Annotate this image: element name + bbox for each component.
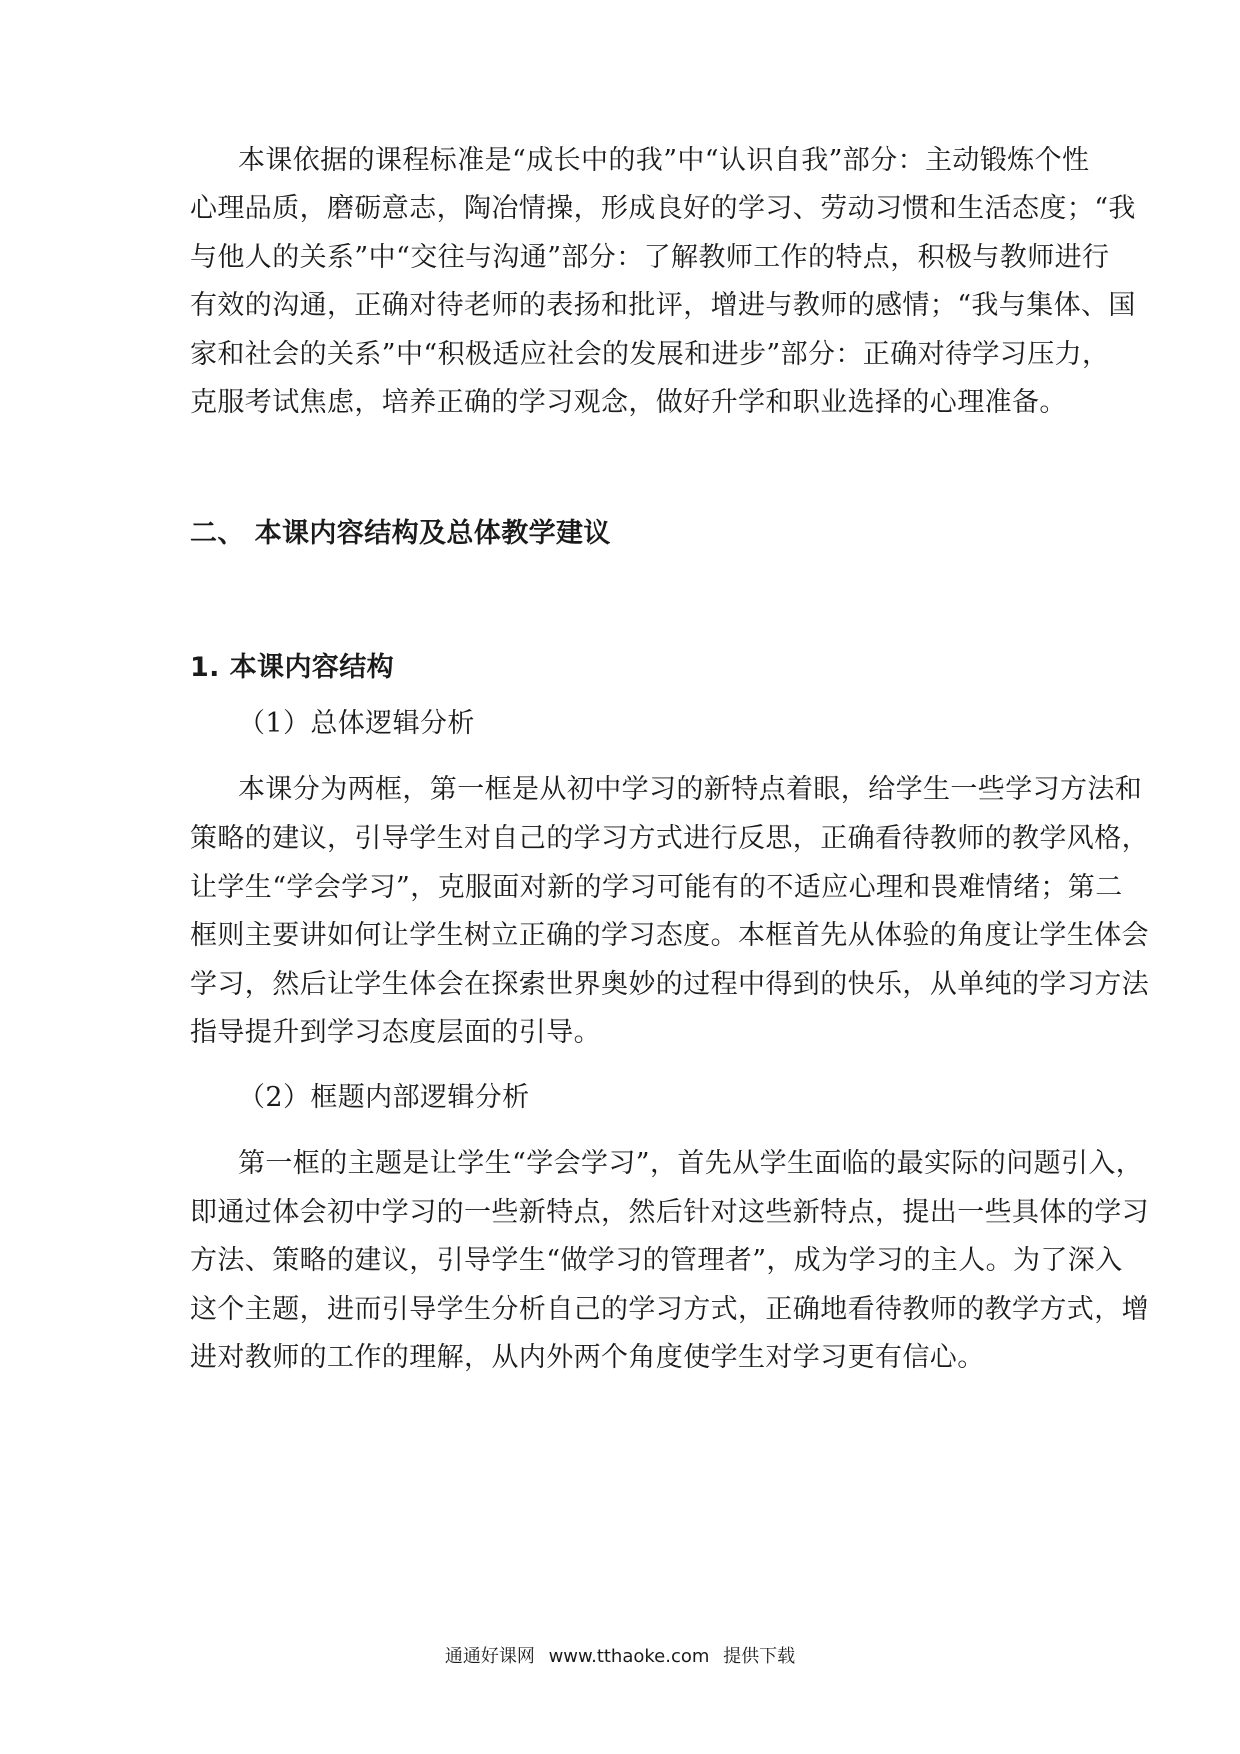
- paragraph-line: 让学生“学会学习”，克服面对新的学习可能有的不适应心理和畏难情绪；第二: [190, 872, 1123, 903]
- paragraph-line: 策略的建议，引导学生对自己的学习方式进行反思，正确看待教师的教学风格，: [190, 823, 1149, 854]
- paragraph-line: 即通过体会初中学习的一些新特点，然后针对这些新特点，提出一些具体的学习: [190, 1197, 1149, 1228]
- page-footer: [0, 1642, 1240, 1668]
- footer-url: www.tthaoke.com: [548, 1646, 710, 1667]
- subsection-title: （1）总体逻辑分析: [238, 708, 475, 739]
- footer-site-name: 通通好课网: [444, 1646, 535, 1667]
- subsection-heading: 1. 本课内容结构: [190, 652, 395, 683]
- subsection-title: （2）框题内部逻辑分析: [238, 1082, 530, 1113]
- paragraph-line: 框则主要讲如何让学生树立正确的学习态度。本框首先从体验的角度让学生体会: [190, 920, 1149, 951]
- paragraph-line: 这个主题，进而引导学生分析自己的学习方式，正确地看待教师的教学方式，增: [190, 1294, 1149, 1325]
- paragraph-line: 本课分为两框，第一框是从初中学习的新特点着眼，给学生一些学习方法和: [238, 774, 1143, 805]
- paragraph-line: 方法、策略的建议，引导学生“做学习的管理者”，成为学习的主人。为了深入: [190, 1245, 1123, 1276]
- paragraph-line: 家和社会的关系”中“积极适应社会的发展和进步”部分：正确对待学习压力，: [190, 339, 1110, 370]
- footer-suffix: 提供下载: [723, 1646, 796, 1667]
- paragraph-line: 有效的沟通，正确对待老师的表扬和批评，增进与教师的感情；“我与集体、国: [190, 290, 1136, 321]
- paragraph-line: 第一框的主题是让学生“学会学习”，首先从学生面临的最实际的问题引入，: [238, 1148, 1144, 1179]
- paragraph-line: 克服考试焦虑，培养正确的学习观念，做好升学和职业选择的心理准备。: [190, 387, 1067, 418]
- paragraph-line: 与他人的关系”中“交往与沟通”部分：了解教师工作的特点，积极与教师进行: [190, 242, 1110, 273]
- paragraph-line: 学习，然后让学生体会在探索世界奥妙的过程中得到的快乐，从单纯的学习方法: [190, 969, 1149, 1000]
- section-heading: 二、 本课内容结构及总体教学建议: [190, 518, 611, 549]
- paragraph-line: 指导提升到学习态度层面的引导。: [190, 1017, 601, 1048]
- paragraph-line: 心理品质，磨砺意志，陶冶情操，形成良好的学习、劳动习惯和生活态度；“我: [190, 193, 1136, 224]
- paragraph-line: 进对教师的工作的理解，从内外两个角度使学生对学习更有信心。: [190, 1342, 985, 1373]
- paragraph-line: 本课依据的课程标准是“成长中的我”中“认识自我”部分：主动锻炼个性: [238, 145, 1090, 176]
